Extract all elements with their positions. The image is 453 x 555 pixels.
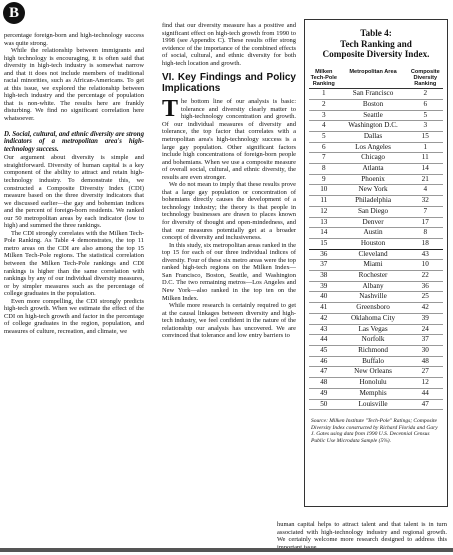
- cell-cdi: 36: [421, 281, 429, 290]
- cell-cdi: 24: [421, 324, 429, 333]
- cell-rank: 38: [320, 271, 328, 280]
- cell-rank: 1: [321, 89, 326, 98]
- table-row: [309, 121, 443, 132]
- cell-rank: 39: [320, 281, 328, 290]
- table-row: [309, 228, 443, 239]
- brookings-logo: B: [3, 2, 25, 24]
- table-row: [309, 260, 443, 271]
- table-row: [309, 164, 443, 175]
- cell-cdi: 6: [423, 99, 428, 108]
- table-row: [309, 346, 443, 357]
- cell-area: Albany: [362, 281, 384, 290]
- cell-rank: 2: [321, 99, 326, 108]
- cell-area: Seattle: [363, 110, 383, 119]
- table-row: [309, 153, 443, 164]
- cell-rank: 4: [321, 121, 326, 130]
- cell-cdi: 10: [421, 260, 429, 269]
- paragraph: find that our diversity measure has a positive and significant effect on high-tech growth from 1990 to 1998 (see Appendix C). These results offer strong evidence of the importance of the combined effects of social, cultural, and ethnic diversity for both high-tech location and growth.: [162, 22, 296, 67]
- cell-area: Los Angeles: [355, 142, 391, 151]
- cell-area: Atlanta: [362, 164, 384, 173]
- drop-cap: T: [162, 96, 179, 123]
- col-header-rank: Milken Tech-Pole Ranking: [310, 68, 337, 87]
- table-title: Table 4: Tech Ranking and Composite Diversity Index.: [322, 28, 430, 59]
- table-row: [309, 185, 443, 196]
- cell-rank: 10: [320, 185, 328, 194]
- cell-rank: 5: [321, 131, 326, 140]
- cell-area: New York: [358, 185, 388, 194]
- cell-area: Phoenix: [361, 174, 385, 183]
- cell-cdi: 30: [421, 345, 429, 354]
- cell-area: Oklahoma City: [350, 313, 396, 322]
- cell-area: Washington D.C.: [348, 121, 398, 130]
- cell-rank: 40: [320, 292, 328, 301]
- cell-rank: 36: [320, 249, 328, 258]
- cell-rank: 11: [320, 196, 328, 205]
- column-right-bottom: [277, 521, 447, 551]
- cell-area: Nashville: [359, 292, 387, 301]
- table-row: [309, 314, 443, 325]
- cell-cdi: 25: [421, 292, 429, 301]
- cell-rank: 49: [320, 388, 328, 397]
- paragraph: percentage foreign-born and high-technology success was quite strong.: [4, 32, 144, 47]
- cell-cdi: 3: [423, 121, 428, 130]
- table-row: [309, 357, 443, 368]
- table-row: [309, 175, 443, 186]
- cell-area: Norfolk: [361, 335, 385, 344]
- col-header-cdi: Composite Diversity Ranking: [410, 68, 440, 87]
- cell-cdi: 11: [421, 153, 429, 162]
- cell-cdi: 22: [421, 271, 429, 280]
- cell-cdi: 15: [421, 131, 429, 140]
- cell-rank: 45: [320, 345, 328, 354]
- cell-cdi: 42: [421, 303, 429, 312]
- cell-area: Richmond: [358, 345, 389, 354]
- cell-cdi: 4: [423, 185, 428, 194]
- table-4-box: [304, 19, 448, 507]
- section-heading: D. Social, cultural, and ethnic diversity are strong indicators of a metropolitan area's high-technology success.: [4, 130, 144, 153]
- column-middle: [162, 22, 296, 340]
- cell-area: Greensboro: [356, 303, 390, 312]
- cell-cdi: 37: [421, 335, 429, 344]
- cell-area: Austin: [363, 228, 383, 237]
- cell-cdi: 44: [421, 388, 429, 397]
- paragraph: In this study, six metropolitan areas ranked in the top 15 for each of our three individual indices of diversity. Four of these six metro areas were the top ranked high-tech regions on the Milken Index—San Francisco, Boston, Seattle, and Washington D.C. The two remaining metros—Los Angeles and New York—also ranked in the top ten on the Milken Index.: [162, 241, 296, 302]
- cell-rank: 9: [321, 174, 326, 183]
- cell-area: Dallas: [363, 131, 383, 140]
- cell-rank: 44: [320, 335, 328, 344]
- table-row: [309, 303, 443, 314]
- cell-cdi: 21: [421, 174, 429, 183]
- page-bottom-bar: [0, 548, 453, 552]
- table-row: [309, 292, 443, 303]
- cell-area: Las Vegas: [358, 324, 388, 333]
- cell-rank: 6: [321, 142, 326, 151]
- cell-cdi: 12: [421, 378, 429, 387]
- paragraph: The CDI strongly correlates with the Milken Tech-Pole Ranking. As Table 4 demonstrates, the top 11 metro areas on the CDI are also among the top 15 Milken Tech-Pole regions. The statistical correlation between the Milken Tech-Pole rankings and CDI rankings is higher than the same correlation with rankings by any of our individual diversity measures, or by simpler measures such as the percentage of college graduates in the population.: [4, 229, 144, 298]
- cell-cdi: 14: [421, 164, 429, 173]
- cell-rank: 37: [320, 260, 328, 269]
- table-row: [309, 282, 443, 293]
- table-header: [309, 69, 443, 90]
- cell-area: Philadelphia: [355, 196, 392, 205]
- cell-cdi: 32: [421, 196, 429, 205]
- cell-rank: 3: [321, 110, 326, 119]
- paragraph: Even more compelling, the CDI strongly predicts high-tech growth. When we estimate the effect of the CDI on high-tech growth and factor in the percentage of college graduates in the region, population, and measures of culture, recreation, and climate, we: [4, 297, 144, 335]
- cell-area: Rochester: [358, 271, 388, 280]
- cell-area: San Francisco: [352, 89, 394, 98]
- cell-rank: 48: [320, 378, 328, 387]
- cell-rank: 7: [321, 153, 326, 162]
- cell-area: San Diego: [357, 206, 389, 215]
- paragraph: While the relationship between immigrants and high technology is encouraging, it is often said that diversity in high-tech industry is somewhat narrow and that it does not include members of traditional racial minorities, such as African-Americans. To get at this issue, we explored the relationship between high-tech industry and the percentage of population that is non-white. The results here are frankly disturbing. We find no significant correlation here whatsoever.: [4, 47, 144, 123]
- cell-rank: 13: [320, 217, 328, 226]
- table-row: [309, 400, 443, 411]
- cell-area: Boston: [362, 99, 384, 108]
- table-body: [309, 89, 443, 410]
- cell-area: Miami: [363, 260, 383, 269]
- table-row: [309, 207, 443, 218]
- cell-rank: 46: [320, 356, 328, 365]
- table-row: [309, 335, 443, 346]
- cell-cdi: 43: [421, 249, 429, 258]
- cell-rank: 8: [321, 164, 326, 173]
- cell-area: Honolulu: [359, 378, 387, 387]
- table-row: [309, 271, 443, 282]
- table-row: [309, 196, 443, 207]
- table-row: [309, 250, 443, 261]
- table-row: [309, 89, 443, 100]
- cell-area: Cleveland: [358, 249, 388, 258]
- cell-area: New Orleans: [354, 367, 392, 376]
- paragraph: We do not mean to imply that these results prove that a large gay population or concentration of bohemians directly causes the development of a technology industry; the theory is that people in technology businesses are drawn to places known for diversity of thought and open-mindedness, and that our measures potentially get at a broader concept of diversity and inclusiveness.: [162, 181, 296, 242]
- cell-cdi: 5: [423, 110, 428, 119]
- table-row: [309, 325, 443, 336]
- table-row: [309, 239, 443, 250]
- cell-cdi: 7: [423, 206, 428, 215]
- cell-area: Denver: [362, 217, 384, 226]
- table-row: [309, 218, 443, 229]
- section-heading: VI. Key Findings and Policy Implications: [162, 72, 296, 95]
- table-row: [309, 111, 443, 122]
- table-source-note: Source: Milken Institute "Tech-Pole" Ratings; Composite Diversity Index constructed by Richard Florida and Gary J. Gates using data from 1990 U.S. Decennial Census Public Use Microdata Sample (5%).: [311, 418, 438, 444]
- cell-area: Chicago: [361, 153, 386, 162]
- cell-rank: 41: [320, 303, 328, 312]
- cell-cdi: 27: [421, 367, 429, 376]
- paragraph: The bottom line of our analysis is basic: tolerance and diversity clearly matter to high-technology concentration and growth. Of our individual measures of diversity and tolerance, the top factor that correlates with a metropolitan area's high-technology success is a large gay population. Other significant factors include high concentrations of foreign-born people and bohemians. When we use a composite measure of overall social, cultural, and ethnic diversity, the results are even stronger.: [162, 96, 296, 181]
- cell-cdi: 47: [421, 399, 429, 408]
- table-row: [309, 367, 443, 378]
- col-header-area: Metropolitan Area: [349, 68, 397, 75]
- table-row: [309, 389, 443, 400]
- paragraph: human capital helps to attract talent and that talent is in turn associated with high-technology industry and regional growth. We certainly welcome more research designed to address this: [277, 521, 447, 544]
- cell-rank: 12: [320, 206, 328, 215]
- paragraph: While more research is certainly required to get at the causal linkages between diversity and high-tech industry, we feel confident in the nature of the relationship our analysis has uncovered. We are convinced that tolerance and low entry barriers to: [162, 302, 296, 340]
- cell-rank: 15: [320, 238, 328, 247]
- cell-area: Louisville: [358, 399, 388, 408]
- column-left: [4, 32, 144, 335]
- cell-area: Memphis: [359, 388, 387, 397]
- cell-cdi: 48: [421, 356, 429, 365]
- table-row: [309, 100, 443, 111]
- cell-cdi: 1: [423, 142, 428, 151]
- table-row: [309, 132, 443, 143]
- table-row: [309, 378, 443, 389]
- paragraph: Our argument about diversity is simple and straightforward. Diversity of human capital is a key component of the ability to attract and retain high-technology industry. To demonstrate this, we constructed a Composite Diversity Index (CDI) measure based on the three diversity indicators that we discussed earlier—the gay and bohemian indices and the percent of foreign-born residents. We ranked our 50 metropolitan areas by each indicator (low to high) and summed the three rankings.: [4, 154, 144, 230]
- cell-cdi: 8: [423, 228, 428, 237]
- cell-cdi: 2: [423, 89, 428, 98]
- cell-cdi: 18: [421, 238, 429, 247]
- cell-rank: 43: [320, 324, 328, 333]
- cell-cdi: 39: [421, 313, 429, 322]
- table-row: [309, 143, 443, 154]
- cell-cdi: 17: [421, 217, 429, 226]
- cell-rank: 50: [320, 399, 328, 408]
- cell-rank: 14: [320, 228, 328, 237]
- cell-rank: 42: [320, 313, 328, 322]
- cell-area: Houston: [360, 238, 386, 247]
- cell-area: Buffalo: [362, 356, 384, 365]
- cell-rank: 47: [320, 367, 328, 376]
